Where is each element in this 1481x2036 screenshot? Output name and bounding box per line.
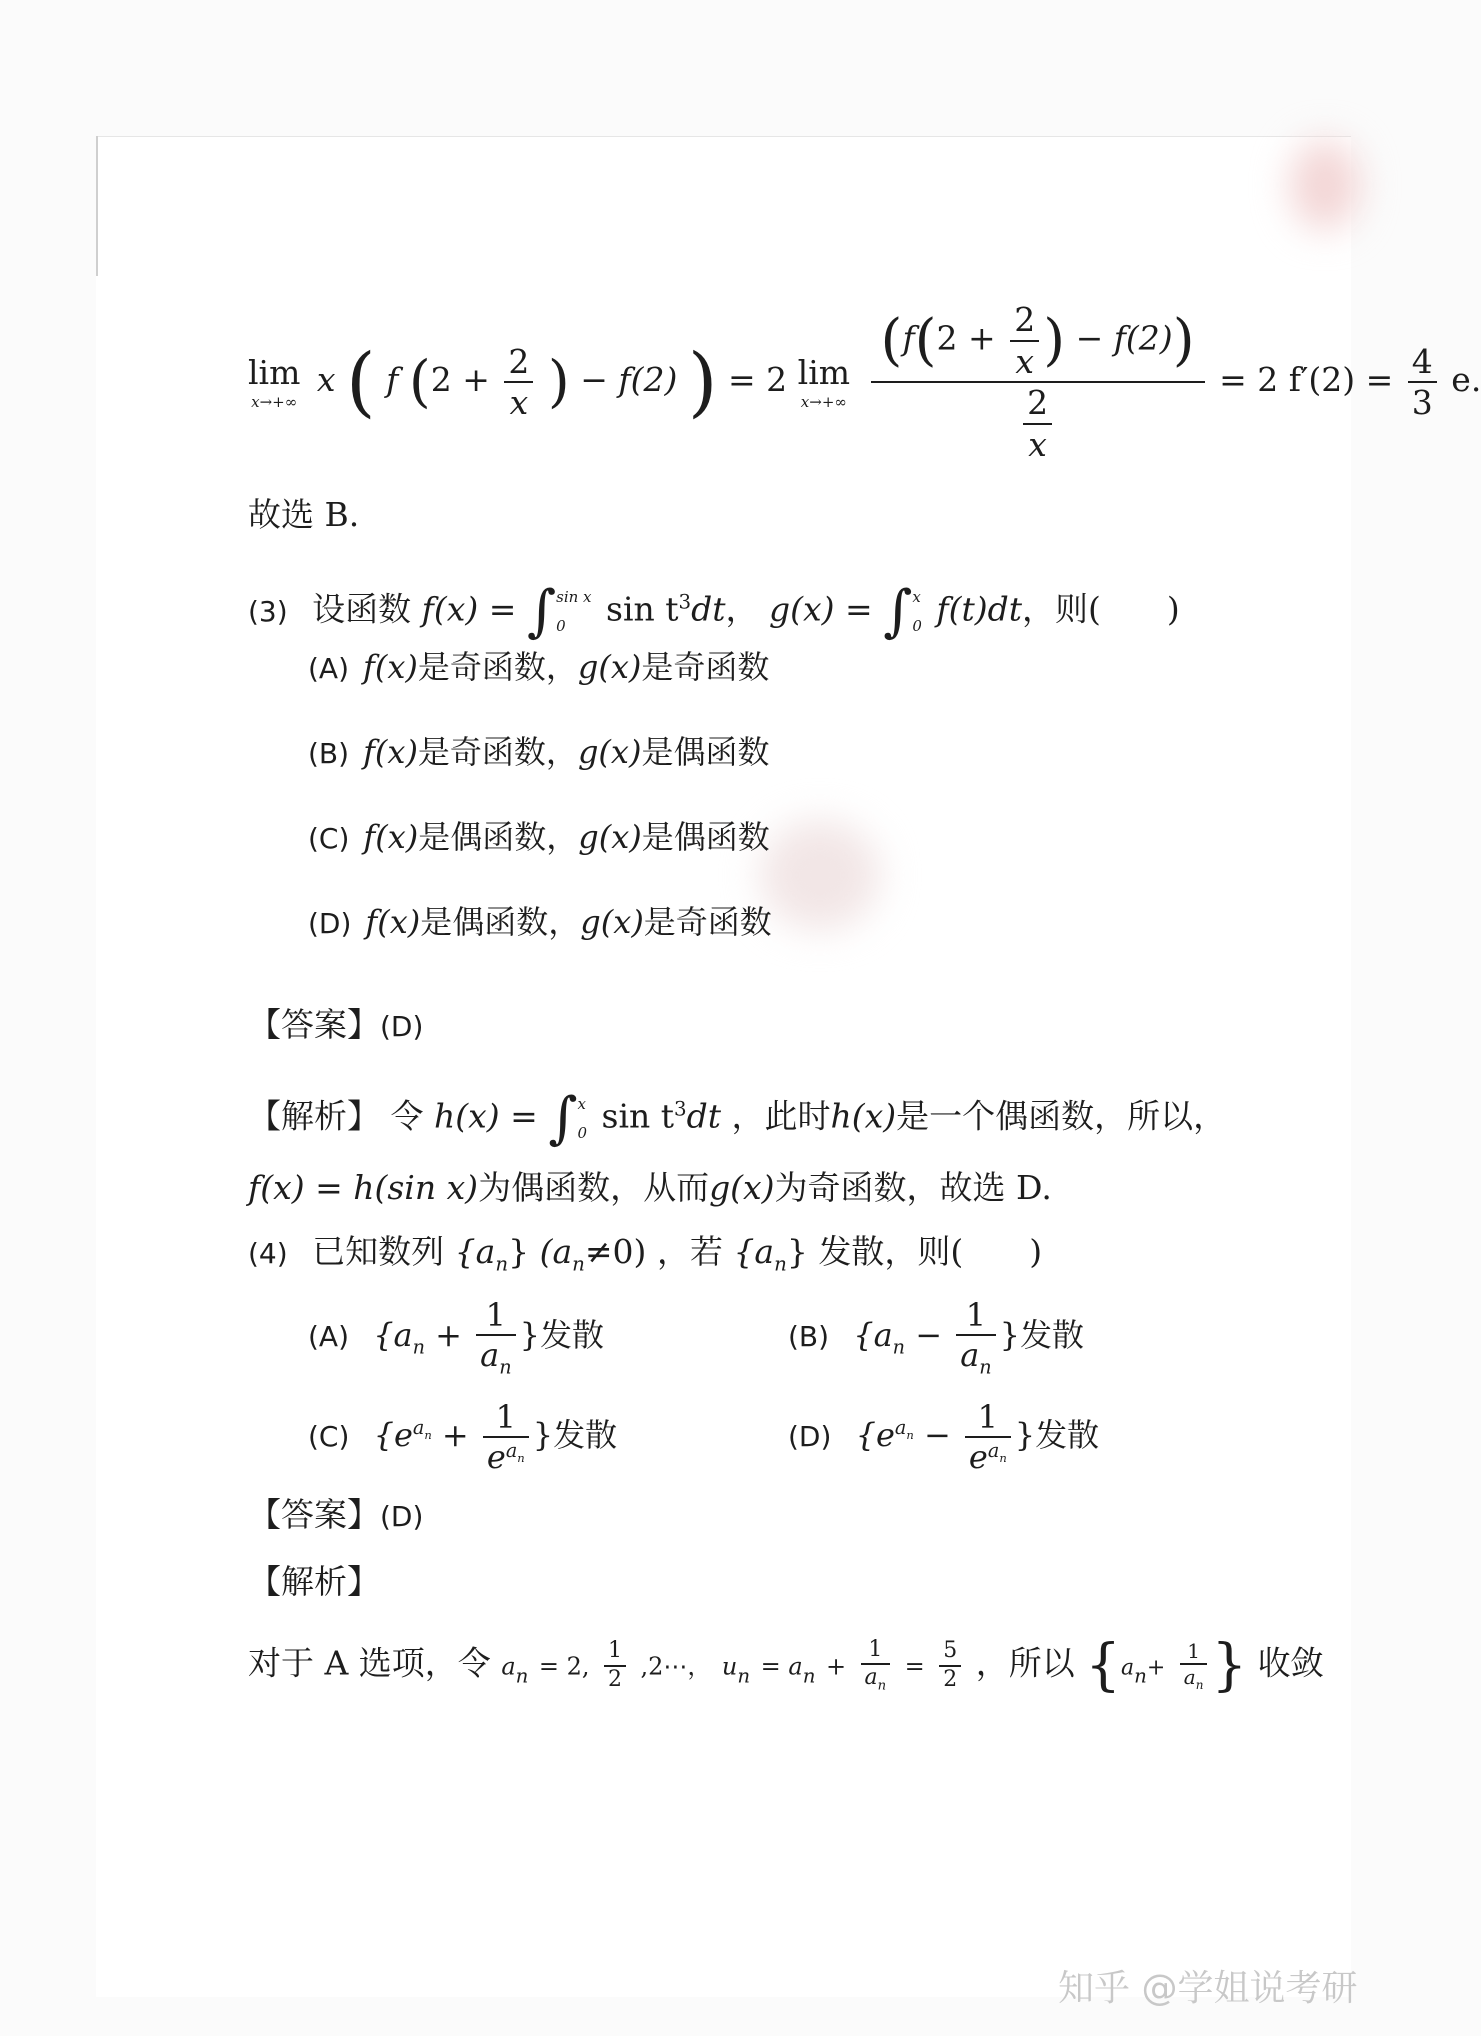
q4-option-d: (D) {$e^{a_n}$ − $\frac{1}{e^{a_n}}$ }发散 xyxy=(788,1398,1100,1477)
lim-operator: lim x→+∞ xyxy=(248,353,301,411)
q4-option-a: (A) {$a_n$ + $\frac{1}{a_n}$ }发散 xyxy=(308,1296,604,1379)
analysis-4-line: 对于 A 选项，令 $a_n = 2$, $\frac{1}{2}$ ,2⋯， $u_n = a_n$ + $\frac{1}{a_n}$ = $\frac{5}{2}$ ，所以 {$a_n+$ $\frac{1}{a_n}$ } 收敛 xyxy=(248,1633,1324,1698)
question-3: (3) 设函数 f(x) = ∫ sin x 0 $\sin t^3dt$， g(x) = ∫ x 0 f(t)dt，则( ) xyxy=(248,579,1180,644)
q4-option-b: (B) {$a_n$ − $\frac{1}{a_n}$ }发散 xyxy=(788,1296,1084,1379)
fraction-2-over-x: $\frac{2}{x}$ xyxy=(504,342,533,423)
q3-option-a: (A) f(x)是奇函数，g(x)是奇函数 xyxy=(308,648,770,686)
smudge-middle xyxy=(760,820,880,930)
q4-option-c: (C) {$e^{a_n}$ + $\frac{1}{e^{a_n}}$ }发散 xyxy=(308,1398,618,1477)
lim-operator-2: lim x→+∞ xyxy=(797,353,851,411)
answer-4: 【答案】(D) xyxy=(248,1495,424,1534)
conclusion-b: 故选 B. xyxy=(248,495,360,534)
analysis-4-label: 【解析】 xyxy=(248,1562,380,1601)
big-fraction: (f(2 + $\frac{2}{x}$ ) − f(2)) $\frac{2}{x}$ xyxy=(871,300,1205,464)
watermark-zhihu: 知乎 @学姐说考研 xyxy=(1058,1968,1358,2009)
q3-option-c: (C) f(x)是偶函数，g(x)是偶函数 xyxy=(308,818,770,856)
analysis-3-line2: f(x) = h(sin x)为偶函数，从而g(x)为奇函数，故选 D. xyxy=(248,1168,1052,1207)
analysis-3: 【解析】 令 h(x) = ∫ x 0 $\sin t^3dt$ ，此时h(x)是一个偶函数，所以， xyxy=(248,1086,1227,1151)
question-4: (4) 已知数列 $\{a_n\}$ $(a_n\ne 0)$ ，若 $\{a_n\}$ 发散，则( ) xyxy=(248,1232,1043,1276)
q3-option-d: (D) f(x)是偶函数，g(x)是奇函数 xyxy=(308,903,772,941)
smudge-top-right xyxy=(1290,140,1360,230)
limit-formula: lim x→+∞ x ( f (2 + $\frac{2}{x}$ ) − f(2) ) = 2 lim x→+∞ (f(2 + $\frac{2}{x}$ ) − f(2)) $\frac{2}{x}$ = 2 f′(2) = $\frac{4}{3}$ e. xyxy=(248,300,1481,464)
sheet-edge xyxy=(96,136,98,276)
q3-option-b: (B) f(x)是奇函数，g(x)是偶函数 xyxy=(308,733,770,771)
fraction-4-over-3: $\frac{4}{3}$ xyxy=(1408,342,1437,423)
answer-3: 【答案】(D) xyxy=(248,1005,424,1044)
